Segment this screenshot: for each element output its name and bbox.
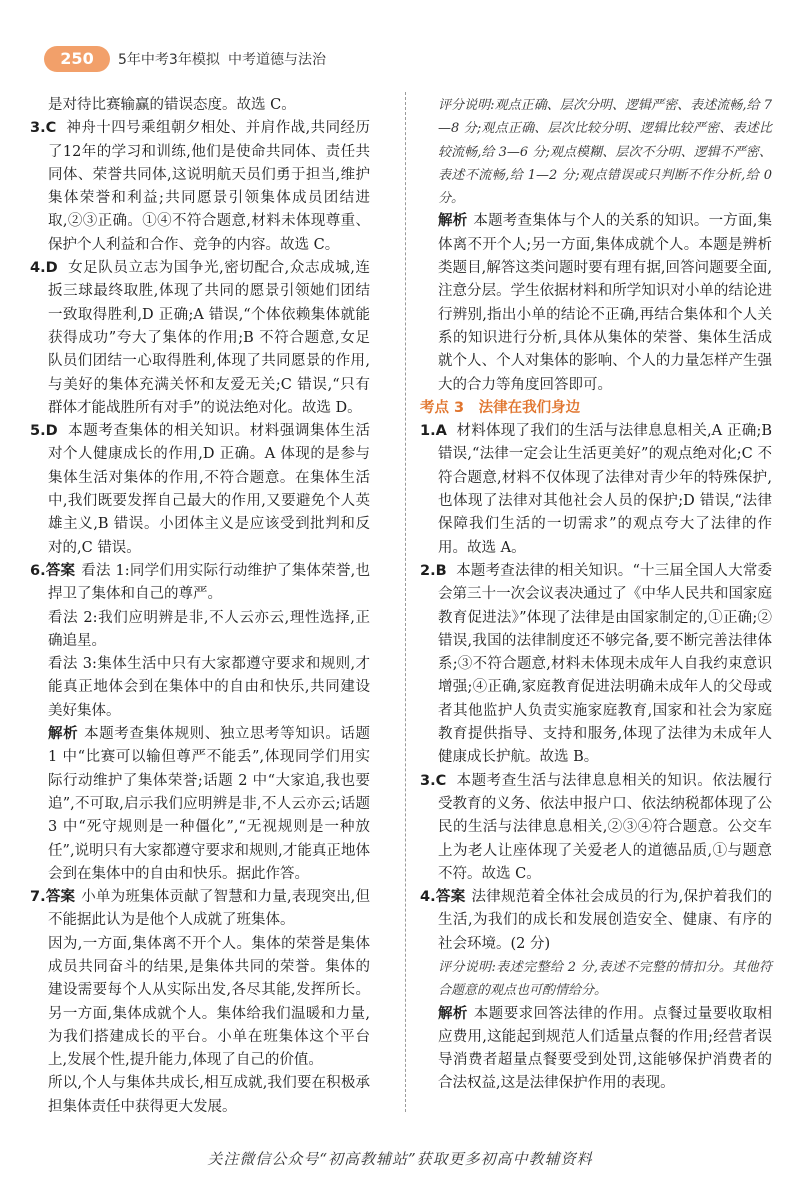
item-number: 5.D	[30, 423, 58, 440]
analysis-paragraph	[420, 210, 772, 396]
page-number-badge: 250	[44, 46, 110, 72]
item-text: 看法 2:我们应明辨是非,不人云亦云,理性选择,正确追星。	[48, 609, 370, 649]
item-text: 小单为班集体贡献了智慧和力量,表现突出,但不能据此认为是他个人成就了班集体。	[48, 889, 370, 929]
analysis-label: 解析	[438, 1005, 468, 1022]
item-number: 7.	[30, 889, 46, 906]
item-text: 看法 1:同学们用实际行动维护了集体荣誉,也捍卫了集体和自己的尊严。	[48, 562, 371, 603]
item-number: 1.A	[420, 423, 447, 440]
analysis-label: 解析	[438, 213, 468, 230]
section-heading: 考点 3 法律在我们身边	[420, 399, 581, 416]
item-number: 4.D	[30, 260, 58, 277]
answer-label: 答案	[45, 889, 76, 906]
item-text: 因为,一方面,集体离不开个人。集体的荣誉是集体成员共同奋斗的结果,是集体共同的荣誉。集体的建设需要每个人从实际出发,各尽其能,发挥所长。另一方面,集体成就个人。集体给我们温暖和力量,为我们搭建成长的平台。小单在班集体这个平台上,发展个性,提升能力,体现了自己的价值。	[48, 935, 370, 1069]
answer-item-3	[30, 117, 370, 257]
analysis-paragraph	[420, 1003, 772, 1096]
item-text: 所以,个人与集体共成长,相互成就,我们要在积极承担集体责任中获得更大发展。	[48, 1075, 370, 1115]
answer-label: 答案	[45, 562, 76, 579]
item-text: 神舟十四号乘组朝夕相处、并肩作战,共同经历了12年的学习和训练,他们是使命共同体、责任共同体、荣誉共同体,这说明航天员们勇于担当,维护集体荣誉和利益;共同愿景引领集体成员团结进取,②③正确。①④不符合题意,材料未体现尊重、保护个人利益和合作、竞争的内容。故选 C。	[48, 120, 371, 253]
analysis-text: 本题考查集体规则、独立思考等知识。话题 1 中“比赛可以输但尊严不能丢”,体现同学们用实际行动维护了集体荣誉;话题 2 中“大家追,我也要追”,不可取,启示我们应明辨是非,不人云亦云;话题 3 中“死守规则是一种僵化”,“无视规则是一种放任”,说明只有大家都遵守要求和规则,才能真正地体会到在集体中的自由和快乐。据此作答。	[48, 726, 371, 882]
item-number: 6.	[30, 562, 46, 579]
analysis-text: 本题要求回答法律的作用。点餐过量要收取相应费用,这能起到规范人们适量点餐的作用;经营者误导消费者超量点餐要受到处罚,这能够保护消费者的合法权益,这是法律保护作用的表现。	[438, 1005, 773, 1092]
book-title: 5年中考3年模拟	[118, 52, 220, 68]
item-number: 3.C	[420, 772, 447, 789]
scoring-note: 评分说明:表述完整给 2 分,表述不完整的情扣分。其他符合题意的观点也可酌情给分。	[438, 959, 772, 999]
item-text: 法律规范着全体社会成员的行为,保护着我们的生活,为我们的成长和发展创造安全、健康、有序的社会环境。(2 分)	[438, 889, 773, 952]
continued-paragraph: 是对待比赛输赢的错误态度。故选 C。	[48, 97, 296, 113]
analysis-paragraph	[30, 723, 370, 886]
answer-item-4	[420, 886, 772, 956]
footer-note: 关注微信公众号“初高教辅站”获取更多初高中教辅资料	[207, 1150, 593, 1168]
answer-item-4	[30, 257, 370, 420]
analysis-text: 本题考查集体与个人的关系的知识。一方面,集体离不开个人;另一方面,集体成就个人。本题是辨析类题目,解答这类问题时要有理有据,回答问题要全面,注意分层。学生依据材料和所学知识对小单的结论进行辨别,指出小单的结论不正确,再结合集体和个人关系的知识进行分析,具体从集体的荣誉、集体生活成就个人、个人对集体的影响、个人的力量怎样产生强大的合力等角度回答即可。	[438, 213, 773, 393]
left-column	[30, 94, 370, 1119]
item-text: 材料体现了我们的生活与法律息息相关,A 正确;B 错误,“法律一定会让生活更美好”的观点绝对化;C 不符合题意,材料不仅体现了法律对青少年的特殊保护,也体现了法律对其他社会人员的保护;D 错误,“法律保障我们生活的一切需求”的观点夸大了法律的作用。故选 A。	[438, 423, 773, 556]
scoring-note: 评分说明:观点正确、层次分明、逻辑严密、表述流畅,给 7—8 分;观点正确、层次比较分明、逻辑比较严密、表述比较流畅,给 3—6 分;观点模糊、层次不分明、逻辑不严密、表述不流畅,给 1—2 分;观点错误或只判断不作分析,给 0 分。	[438, 98, 772, 207]
item-text: 本题考查生活与法律息息相关的知识。依法履行受教育的义务、依法申报户口、依法纳税都体现了公民的生活与法律息息相关,②③④符合题意。公交车上为老人让座体现了关爱老人的道德品质,①与题意不符。故选 C。	[438, 772, 772, 882]
answer-item-1	[420, 420, 772, 560]
item-number: 4.	[420, 889, 436, 906]
item-text: 女足队员立志为国争光,密切配合,众志成城,连扳三球最终取胜,体现了共同的愿景引领她们团结一致取得胜利,D 正确;A 错误,“个体依赖集体就能获得成功”夸大了集体的作用;B 不符合题意,女足队员们团结一心取得胜利,体现了共同愿景的作用,与美好的集体充满关怀和友爱无关;C 错误,“只有群体才能战胜所有对手”的说法绝对化。故选 D。	[48, 260, 370, 416]
item-text: 本题考查法律的相关知识。“十三届全国人大常委会第三十一次会议表决通过了《中华人民共和国家庭教育促进法》”体现了法律是由国家制定的,①正确;②错误,我国的法律制度还不够完备,要不断完善法律体系;③不符合题意,材料未体现未成年人自我约束意识增强;④正确,家庭教育促进法明确未成年人的父母或者其他监护人负责实施家庭教育,国家和社会为家庭教育提供指导、支持和服务,体现了法律为未成年人健康成长护航。故选 B。	[438, 562, 772, 766]
answer-item-5	[30, 420, 370, 560]
item-number: 2.B	[420, 562, 447, 579]
page-header	[0, 40, 800, 76]
answer-item-2	[420, 560, 772, 770]
item-number: 3.C	[30, 120, 57, 137]
answer-label: 答案	[435, 889, 466, 906]
right-column	[420, 94, 772, 1096]
answer-item-6	[30, 560, 370, 607]
item-text: 看法 3:集体生活中只有大家都遵守要求和规则,才能真正地体会到在集体中的自由和快乐,共同建设美好集体。	[48, 656, 370, 719]
column-divider	[405, 92, 406, 1112]
item-text: 本题考查集体的相关知识。材料强调集体生活对个人健康成长的作用,D 正确。A 体现的是参与集体生活对集体的作用,不符合题意。在集体生活中,我们既要发挥自己最大的作用,又要避免个人英雄主义,B 错误。小团体主义是应该受到批判和反对的,C 错误。	[48, 423, 371, 556]
answer-item-7	[30, 886, 370, 933]
book-subtitle: 中考道德与法治	[228, 52, 326, 68]
analysis-label: 解析	[48, 726, 79, 743]
answer-item-3	[420, 770, 772, 886]
